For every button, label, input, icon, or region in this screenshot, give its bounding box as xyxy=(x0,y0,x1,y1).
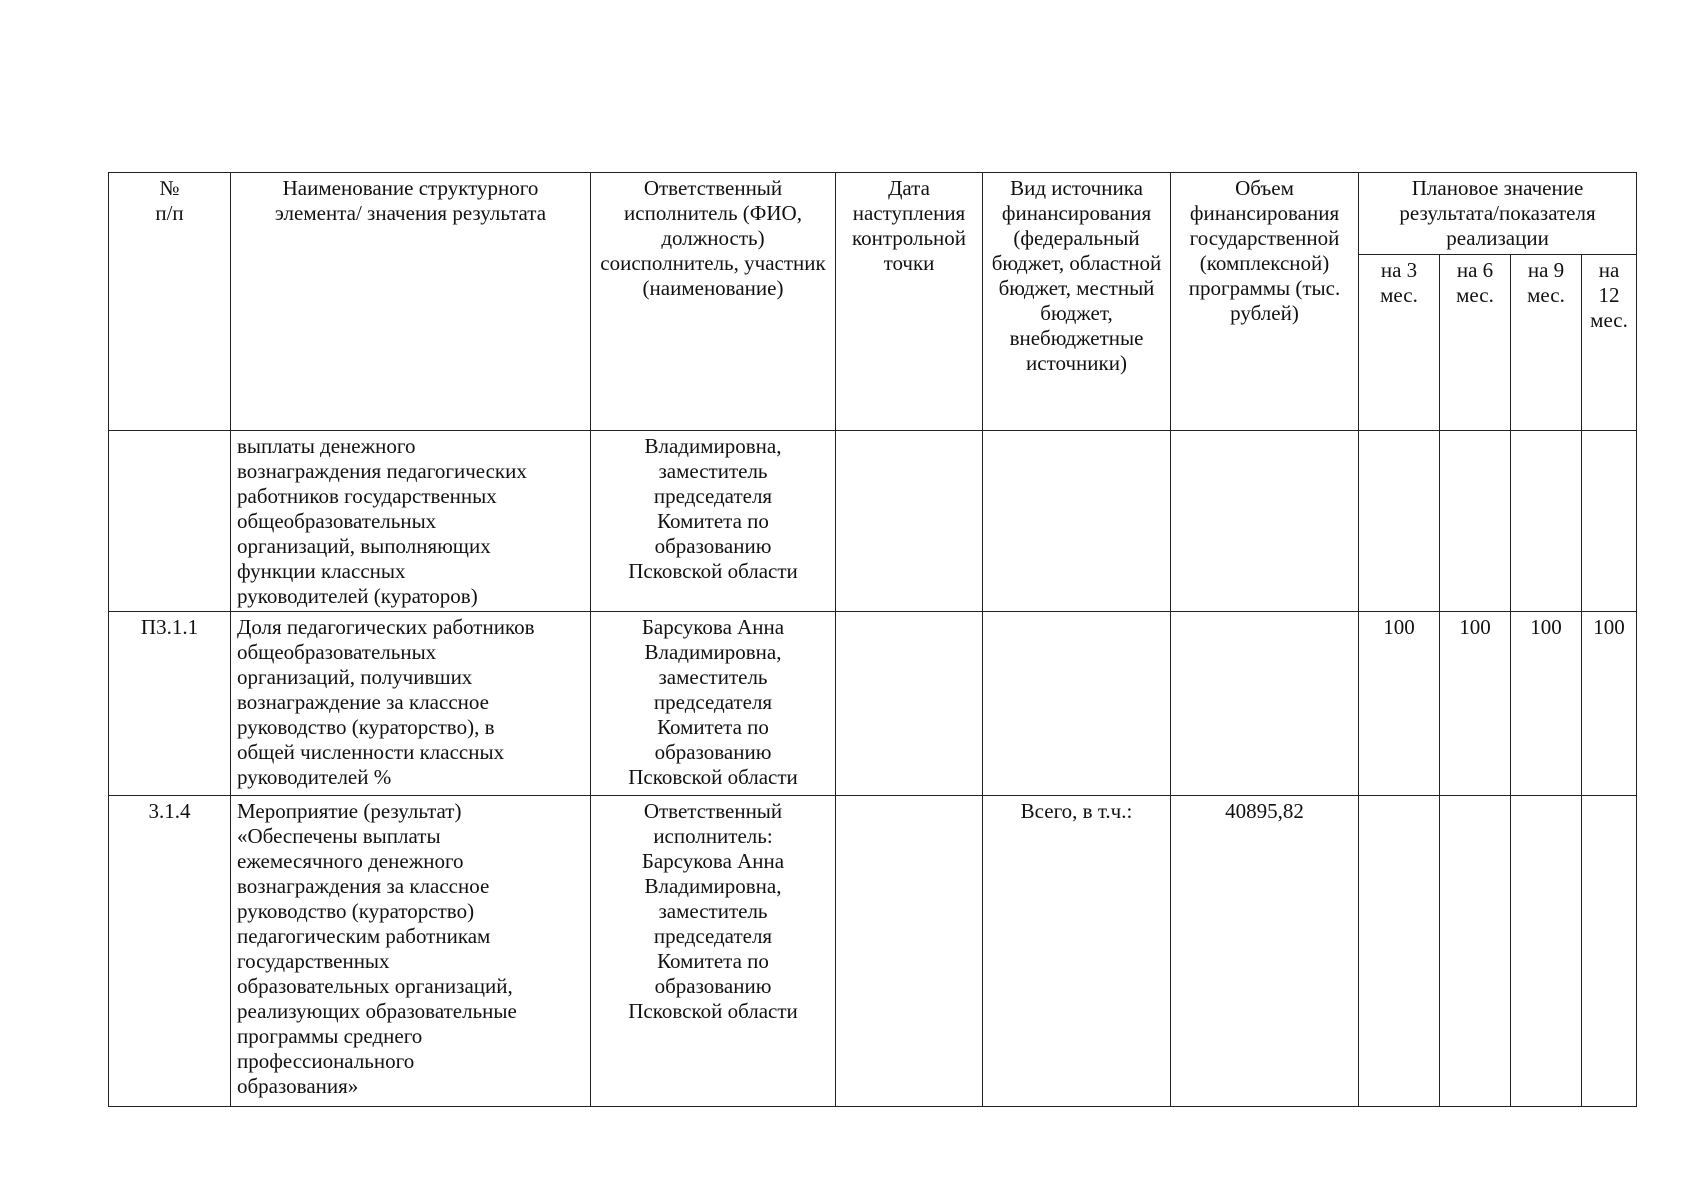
table-row xyxy=(109,796,1637,1107)
row-executor: Ответственный исполнитель: Барсукова Анна Владимировна, заместитель председателя Комитета по образованию Псковской области xyxy=(591,796,836,1107)
row-plan-12m: 100 xyxy=(1582,612,1637,796)
row-plan-12m xyxy=(1582,796,1637,1107)
row-name: Доля педагогических работников общеобразовательных организаций, получивших вознаграждение за классное руководство (кураторство), в общей численности классных руководителей % xyxy=(231,612,591,796)
row-executor: Владимировна, заместитель председателя Комитета по образованию Псковской области xyxy=(591,431,836,612)
row-plan-3m: 100 xyxy=(1359,612,1440,796)
row-plan-3m xyxy=(1359,796,1440,1107)
row-plan-3m xyxy=(1359,431,1440,612)
header-executor: Ответственный исполнитель (ФИО, должность) соисполнитель, участник (наименование) xyxy=(591,173,836,431)
row-plan-6m xyxy=(1440,431,1511,612)
row-name: выплаты денежного вознаграждения педагогических работников государственных общеобразовательных организаций, выполняющих функции классных руководителей (кураторов) xyxy=(231,431,591,612)
row-executor: Барсукова Анна Владимировна, заместитель председателя Комитета по образованию Псковской области xyxy=(591,612,836,796)
row-date xyxy=(836,431,983,612)
header-plan-9m: на 9 мес. xyxy=(1511,255,1582,431)
row-volume: 40895,82 xyxy=(1171,796,1359,1107)
row-date xyxy=(836,612,983,796)
row-source: Всего, в т.ч.: xyxy=(983,796,1171,1107)
row-plan-12m xyxy=(1582,431,1637,612)
row-volume xyxy=(1171,431,1359,612)
header-name: Наименование структурного элемента/ значения результата xyxy=(231,173,591,431)
row-source xyxy=(983,431,1171,612)
header-date: Дата наступления контрольной точки xyxy=(836,173,983,431)
header-source: Вид источника финансирования (федеральный бюджет, областной бюджет, местный бюджет, внебюджетные источники) xyxy=(983,173,1171,431)
table-row xyxy=(109,431,1637,612)
header-volume: Объем финансирования государственной (комплексной) программы (тыс. рублей) xyxy=(1171,173,1359,431)
row-name: Мероприятие (результат) «Обеспечены выплаты ежемесячного денежного вознаграждения за классное руководство (кураторство) педагогическим работникам государственных образовательных организаций, реализующих образовательные программы среднего профессионального образования» xyxy=(231,796,591,1107)
row-date xyxy=(836,796,983,1107)
row-plan-6m xyxy=(1440,796,1511,1107)
header-plan-3m: на 3 мес. xyxy=(1359,255,1440,431)
header-plan-6m: на 6 мес. xyxy=(1440,255,1511,431)
row-plan-6m: 100 xyxy=(1440,612,1511,796)
row-num: 3.1.4 xyxy=(109,796,231,1107)
header-plan: Плановое значение результата/показателя реализации xyxy=(1359,173,1637,255)
header-plan-12m: на 12 мес. xyxy=(1582,255,1637,431)
row-num: П3.1.1 xyxy=(109,612,231,796)
row-plan-9m xyxy=(1511,796,1582,1107)
row-plan-9m xyxy=(1511,431,1582,612)
row-source xyxy=(983,612,1171,796)
row-plan-9m: 100 xyxy=(1511,612,1582,796)
header-num: № п/п xyxy=(109,173,231,431)
row-num xyxy=(109,431,231,612)
table-row xyxy=(109,612,1637,796)
row-volume xyxy=(1171,612,1359,796)
program-plan-table xyxy=(108,172,1637,1107)
